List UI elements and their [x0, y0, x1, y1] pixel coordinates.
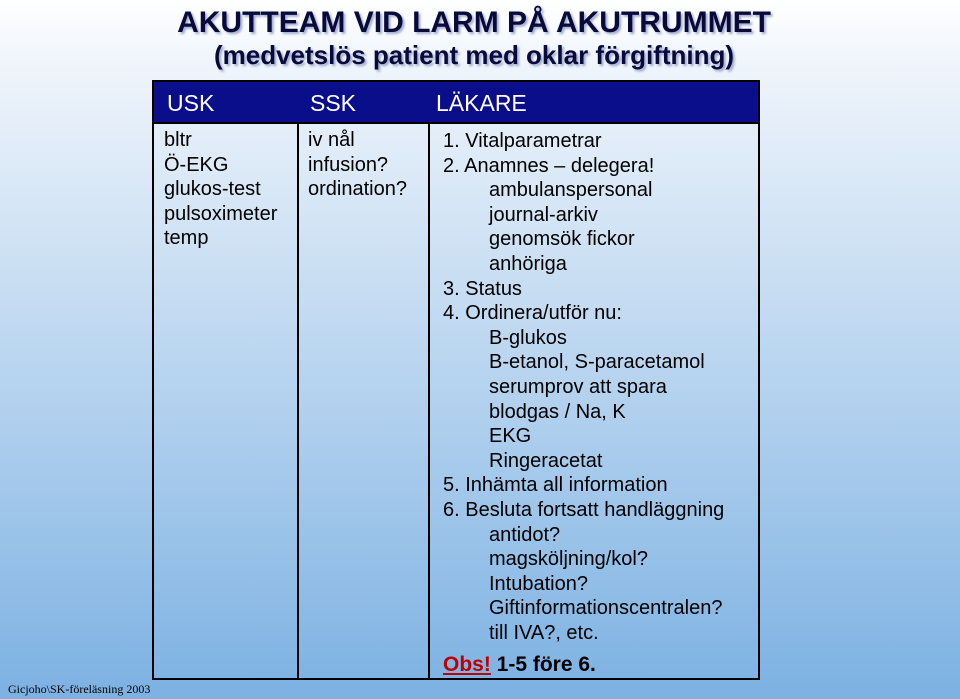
lakare-item: anhöriga [489, 252, 567, 275]
slide-title: AKUTTEAM VID LARM PÅ AKUTRUMMET [177, 6, 771, 39]
usk-item: pulsoximeter [164, 202, 278, 225]
lakare-item: blodgas / Na, K [489, 400, 626, 423]
lakare-item: Giftinformationscentralen? [489, 597, 723, 620]
lakare-item: antidot? [489, 523, 561, 546]
lakare-item: ambulanspersonal [489, 179, 653, 202]
ssk-column [299, 124, 430, 678]
lakare-item: 3. Status [443, 277, 522, 300]
ssk-item: iv nål [308, 129, 355, 151]
lakare-item: EKG [489, 425, 532, 448]
usk-item: temp [164, 227, 209, 250]
lakare-item: B-etanol, S-paracetamol [489, 351, 705, 374]
lakare-item: 5. Inhämta all information [443, 474, 668, 497]
lakare-item: Ringeracetat [489, 449, 603, 472]
ssk-item: ordination? [308, 178, 407, 201]
lakare-item: journal-arkiv [489, 203, 598, 226]
lakare-item: serumprov att spara [489, 375, 667, 398]
lakare-item: 1. Vitalparametrar [443, 130, 602, 152]
header-ssk: SSK [310, 90, 357, 116]
role-table [152, 80, 760, 680]
usk-item: bltr [164, 129, 192, 151]
lakare-item: magsköljning/kol? [489, 548, 648, 571]
footer-credit: Gicjoho\SK-föreläsning 2003 [8, 682, 151, 696]
lakare-item: B-glukos [489, 326, 567, 349]
obs-label: Obs! [443, 653, 491, 677]
lakare-item: genomsök fickor [489, 228, 635, 251]
lakare-item: 6. Besluta fortsatt handläggning [443, 498, 725, 521]
usk-column [154, 124, 299, 678]
lakare-item: 4. Ordinera/utför nu: [443, 302, 622, 325]
ssk-item: infusion? [308, 153, 389, 176]
obs-text: 1-5 före 6. [490, 653, 596, 677]
lakare-item: till IVA?, etc. [489, 621, 599, 644]
lakare-column [430, 124, 758, 678]
lakare-list [443, 129, 758, 645]
lakare-item: 2. Anamnes – delegera! [443, 154, 655, 177]
slide-subtitle: (medvetslös patient med oklar förgiftning) [213, 40, 735, 70]
lakare-item: Intubation? [489, 572, 588, 595]
header-usk: USK [167, 90, 215, 116]
usk-item: Ö-EKG [164, 153, 229, 176]
table-header [154, 82, 758, 124]
header-lakare: LÄKARE [436, 90, 527, 116]
usk-item: glukos-test [164, 178, 261, 201]
obs-note [443, 653, 758, 678]
